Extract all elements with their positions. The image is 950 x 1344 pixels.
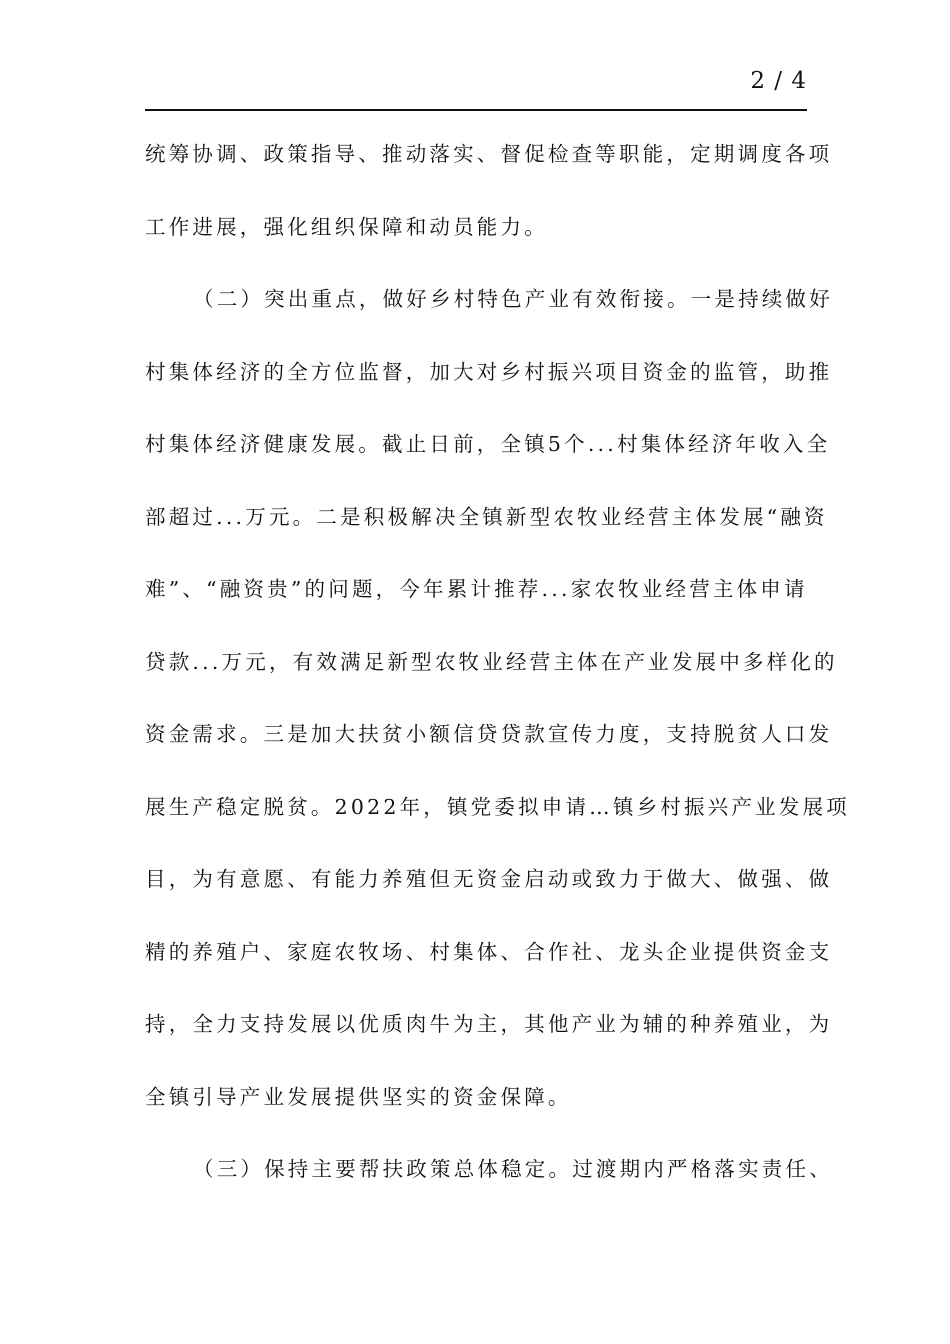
page-number: 2 / 4	[750, 68, 807, 94]
text-line: 目，为有意愿、有能力养殖但无资金启动或致力于做大、做强、做	[145, 867, 833, 891]
document-body	[145, 118, 850, 1206]
text-line: 难”、“融资贵”的问题，今年累计推荐...家农牧业经营主体申请	[145, 577, 808, 601]
text-line: 统筹协调、政策指导、推动落实、督促检查等职能，定期调度各项	[145, 142, 833, 166]
text-line: 持，全力支持发展以优质肉牛为主，其他产业为辅的种养殖业，为	[145, 1012, 833, 1036]
text-line: 工作进展，强化组织保障和动员能力。	[145, 214, 548, 239]
text-line: 全镇引导产业发展提供坚实的资金保障。	[145, 1084, 572, 1109]
text-line: 精的养殖户、家庭农牧场、村集体、合作社、龙头企业提供资金支	[145, 939, 833, 964]
text-line: 展生产稳定脱贫。2022年，镇党委拟申请…镇乡村振兴产业发展项	[145, 794, 850, 819]
text-line: 部超过...万元。二是积极解决全镇新型农牧业经营主体发展“融资	[145, 504, 828, 529]
text-line: 村集体经济的全方位监督，加大对乡村振兴项目资金的监管，助推	[145, 359, 833, 384]
text-line: 资金需求。三是加大扶贫小额信贷贷款宣传力度，支持脱贫人口发	[145, 722, 833, 746]
paragraph-start-line: （二）突出重点，做好乡村特色产业有效衔接。一是持续做好	[193, 287, 833, 311]
text-line: 贷款...万元，有效满足新型农牧业经营主体在产业发展中多样化的	[145, 649, 838, 674]
header-divider	[145, 109, 807, 111]
text-line: 村集体经济健康发展。截止日前，全镇5个...村集体经济年收入全	[145, 432, 831, 456]
paragraph-start-line: （三）保持主要帮扶政策总体稳定。过渡期内严格落实责任、	[193, 1157, 833, 1181]
